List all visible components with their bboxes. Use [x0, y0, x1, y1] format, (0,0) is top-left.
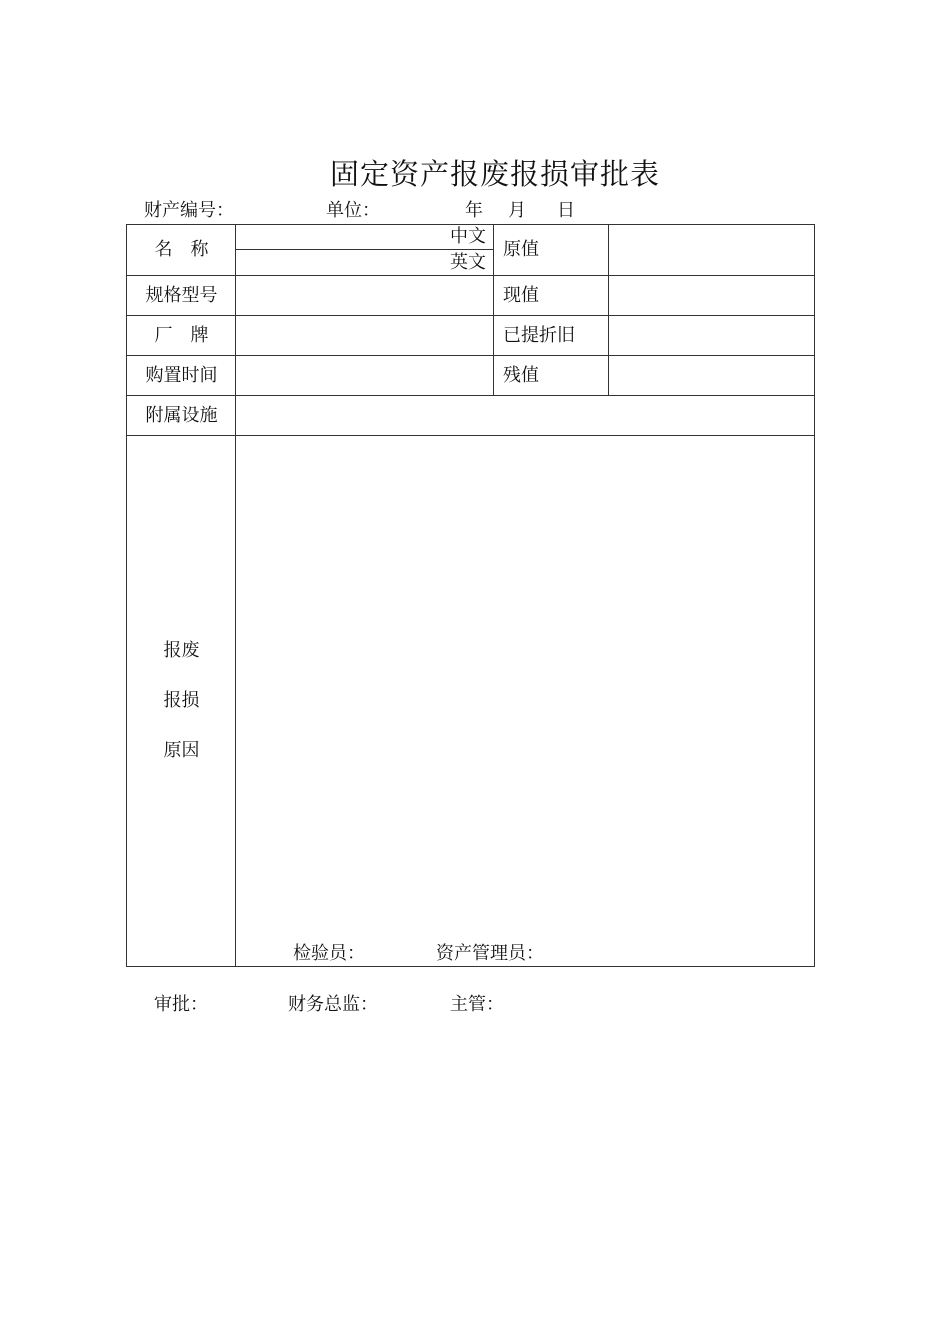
supervisor-label: 主管：	[450, 994, 504, 1015]
current-value-label: 现值	[503, 285, 539, 306]
row-divider	[126, 395, 815, 396]
original-value-label: 原值	[503, 239, 539, 260]
purchase-time-label: 购置时间	[145, 365, 218, 386]
name-label: 名 称	[154, 239, 209, 260]
reason-label-line-2: 报损	[163, 690, 200, 711]
approval-label: 审批：	[154, 994, 208, 1015]
brand-label: 厂 牌	[154, 325, 209, 346]
table-border-right	[814, 224, 815, 967]
inspector-label: 检验员：	[293, 943, 365, 964]
row-divider	[126, 355, 815, 356]
value-column-divider	[493, 224, 494, 396]
page-title: 固定资产报废报损审批表	[329, 157, 660, 191]
row-divider	[126, 315, 815, 316]
depreciation-label: 已提折旧	[503, 325, 575, 346]
row-divider	[126, 435, 815, 436]
row-divider	[126, 275, 815, 276]
year-label: 年	[465, 200, 483, 221]
table-border-bottom	[126, 966, 815, 967]
finance-director-label: 财务总监：	[288, 994, 378, 1015]
reason-label-line-3: 原因	[163, 740, 200, 761]
facilities-label: 附属设施	[145, 405, 218, 426]
asset-manager-label: 资产管理员：	[436, 943, 544, 964]
asset-no-label: 财产编号：	[144, 200, 234, 221]
name-cn-label: 中文	[450, 226, 486, 247]
unit-label: 单位：	[326, 200, 380, 221]
table-border-top	[126, 224, 815, 225]
name-en-label: 英文	[450, 252, 486, 273]
spec-label: 规格型号	[145, 285, 218, 306]
right-label-column-divider	[608, 224, 609, 396]
name-divider	[236, 249, 494, 250]
residual-value-label: 残值	[503, 365, 539, 386]
day-label: 日	[557, 200, 575, 221]
reason-label-line-1: 报废	[163, 640, 200, 661]
month-label: 月	[508, 200, 526, 221]
